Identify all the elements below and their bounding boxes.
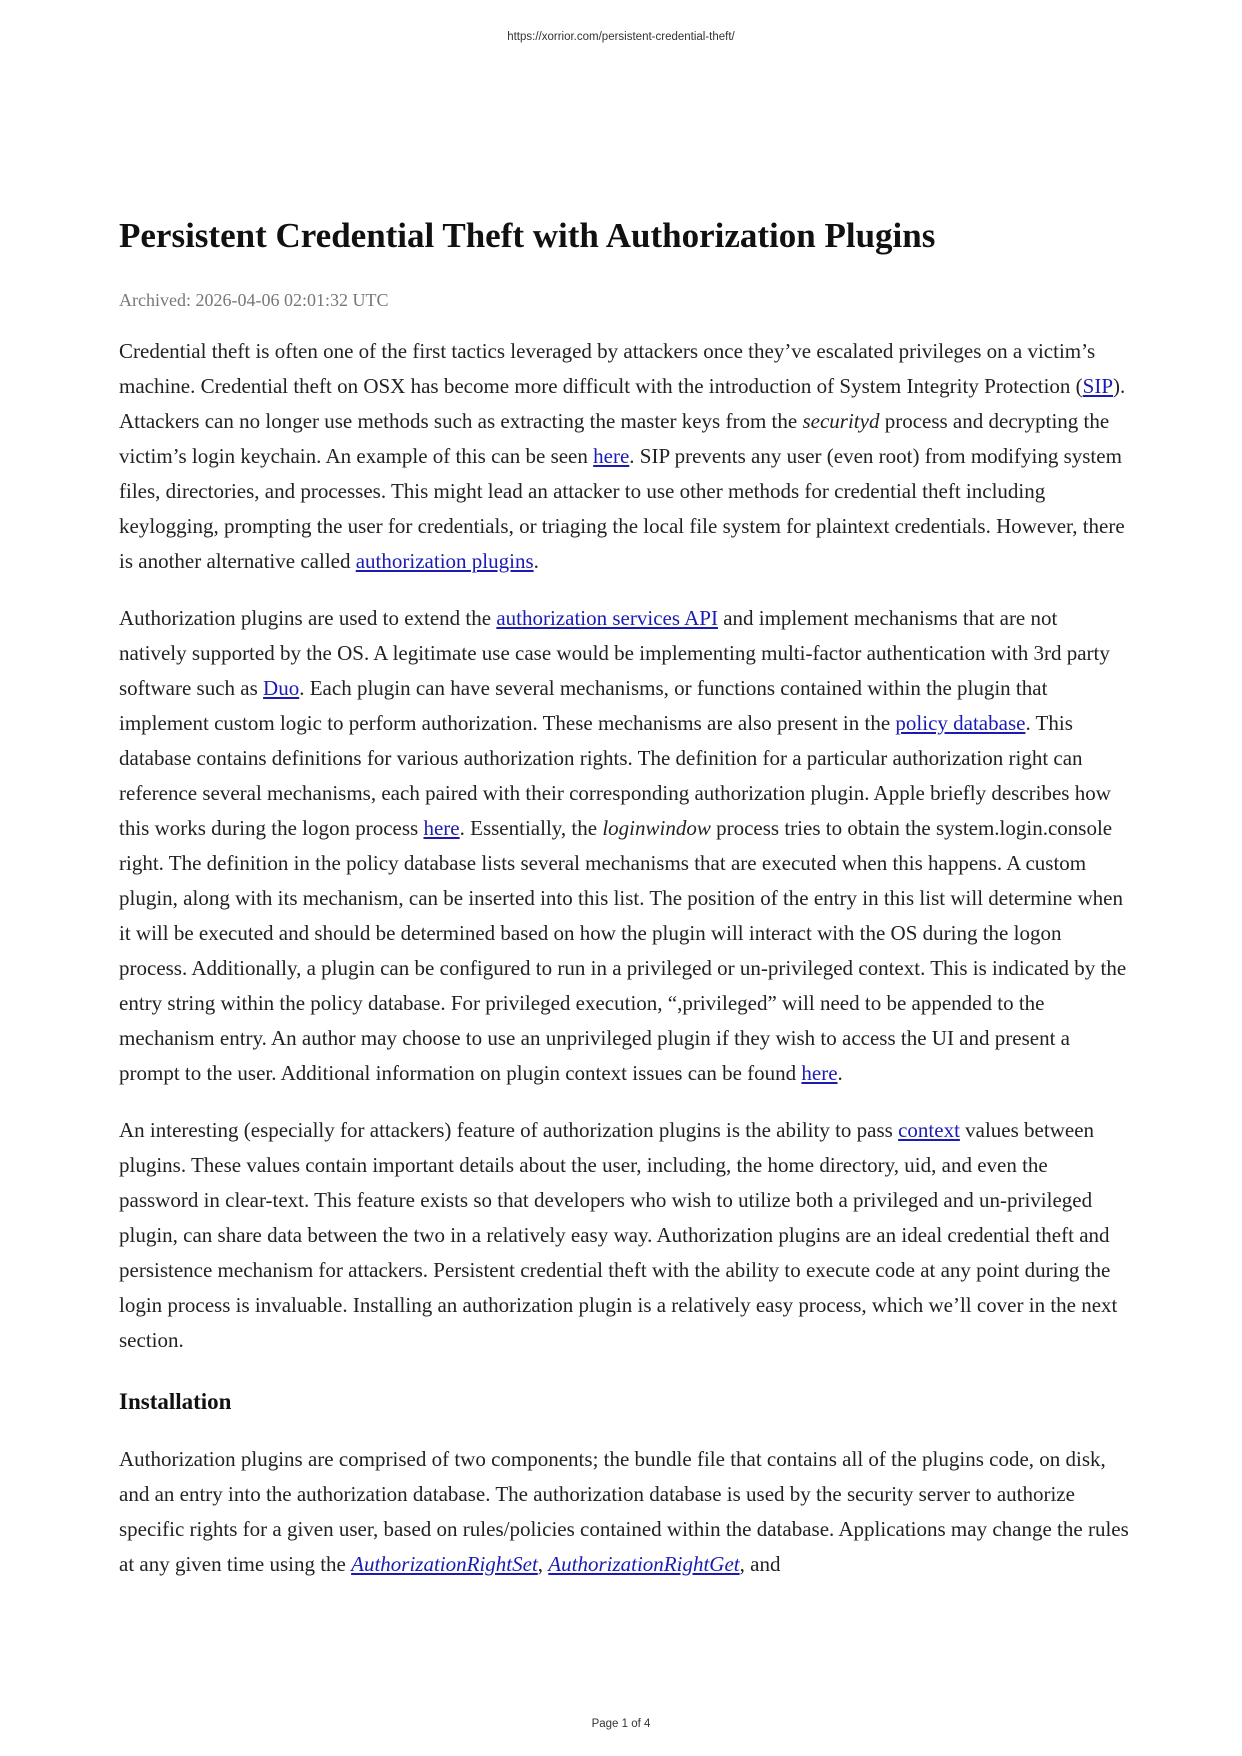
link-context[interactable]: context — [898, 1118, 960, 1142]
text: . — [837, 1061, 843, 1085]
text: . Essentially, the — [459, 816, 603, 840]
text: Credential theft is often one of the first tactics leveraged by attackers once they’ve escalated privileges on a victim’s machine. Credential theft on OSX has become more difficult with the introduction of System Integrity Protection ( — [119, 339, 1096, 398]
text: values between plugins. These values contain important details about the user, including, the home directory, uid, and even the password in clear-text. This feature exists so that developers who wish to utilize both a privileged and un-privileged plugin, can share data between the two in a relatively easy way. Authorization plugins are an ideal credential theft and persistence mechanism for attackers. Persistent credential theft with the ability to execute code at any point during the login process is invaluable. Installing an authorization plugin is a relatively easy process, which we’ll cover in the next section. — [119, 1118, 1118, 1352]
text: ). Attackers can no longer use methods such as extracting the master keys from the — [119, 374, 1126, 433]
text: . — [533, 549, 539, 573]
link-authorization-services-api[interactable]: authorization services API — [496, 606, 718, 630]
link-authorization-right-set[interactable] — [351, 1552, 538, 1576]
link-duo[interactable]: Duo — [263, 676, 300, 700]
text: . SIP prevents any user (even root) from modifying system files, directories, and processes. This might lead an attacker to use other methods for credential theft including keylogging, prompting the user for credentials, or triaging the local file system for plaintext credentials. However, there is another alternative called — [119, 444, 1125, 573]
link-authorization-right-get[interactable] — [548, 1552, 739, 1576]
text: Authorization plugins are comprised of two components; the bundle file that contains all of the plugins code, on disk, and an entry into the authorization database. The authorization database is used by the security server to authorize specific rights for a given user, based on rules/policies contained within the database. Applications may change the rules at any given time using the — [119, 1447, 1129, 1576]
emphasis-rightset: AuthorizationRightSet — [351, 1552, 538, 1576]
link-authorization-plugins[interactable]: authorization plugins — [355, 549, 534, 573]
archived-timestamp: Archived: 2026-04-06 02:01:32 UTC — [119, 290, 389, 310]
paragraph-installation — [119, 1442, 1129, 1582]
article — [119, 212, 1129, 1582]
link-here-keychain[interactable]: here — [593, 444, 630, 468]
text: process and decrypting the victim’s login keychain. An example of this can be seen — [119, 409, 1110, 468]
link-sip[interactable]: SIP — [1082, 374, 1114, 398]
link-policy-database[interactable]: policy database — [895, 711, 1026, 735]
emphasis-loginwindow: loginwindow — [602, 816, 711, 840]
link-here-context-issues[interactable]: here — [801, 1061, 838, 1085]
section-heading-installation: Installation — [119, 1389, 232, 1414]
page-title: Persistent Credential Theft with Authorization Plugins — [119, 216, 936, 255]
emphasis-securityd: securityd — [802, 409, 880, 433]
text: process tries to obtain the system.login.console right. The definition in the policy database lists several mechanisms that are executed when this happens. A custom plugin, along with its mechanism, can be inserted into this list. The position of the entry in this list will determine when it will be executed and should be determined based on how the plugin will interact with the OS during the logon process. Additionally, a plugin can be configured to run in a privileged or un-privileged context. This is indicated by the entry string within the policy database. For privileged execution, “,privileged” will need to be appended to the mechanism entry. An author may choose to use an unprivileged plugin if they wish to access the UI and present a prompt to the user. Additional information on plugin context issues can be found — [119, 816, 1127, 1085]
page-number: Page 1 of 4 — [591, 1718, 651, 1730]
text: , — [537, 1552, 549, 1576]
text: and implement mechanisms that are not natively supported by the OS. A legitimate use case would be implementing multi-factor authentication with 3rd party software such as — [119, 606, 1110, 700]
paragraph-context — [119, 1113, 1129, 1358]
text: . Each plugin can have several mechanisms, or functions contained within the plugin that implement custom logic to perform authorization. These mechanisms are also present in the — [119, 676, 1048, 735]
text: An interesting (especially for attackers) feature of authorization plugins is the ability to pass — [119, 1118, 899, 1142]
text: Authorization plugins are used to extend the — [119, 606, 497, 630]
emphasis-rightget: AuthorizationRightGet — [548, 1552, 740, 1576]
link-here-logon[interactable]: here — [423, 816, 460, 840]
paragraph-mechanisms — [119, 601, 1129, 1091]
text: , and — [739, 1552, 781, 1576]
paragraph-intro — [119, 334, 1129, 579]
text: . This database contains definitions for various authorization rights. The definition for a particular authorization right can reference several mechanisms, each paired with their corresponding authorization plugin. Apple briefly describes how this works during the logon process — [119, 711, 1111, 840]
print-header-url: https://xorrior.com/persistent-credential-theft/ — [507, 31, 735, 43]
